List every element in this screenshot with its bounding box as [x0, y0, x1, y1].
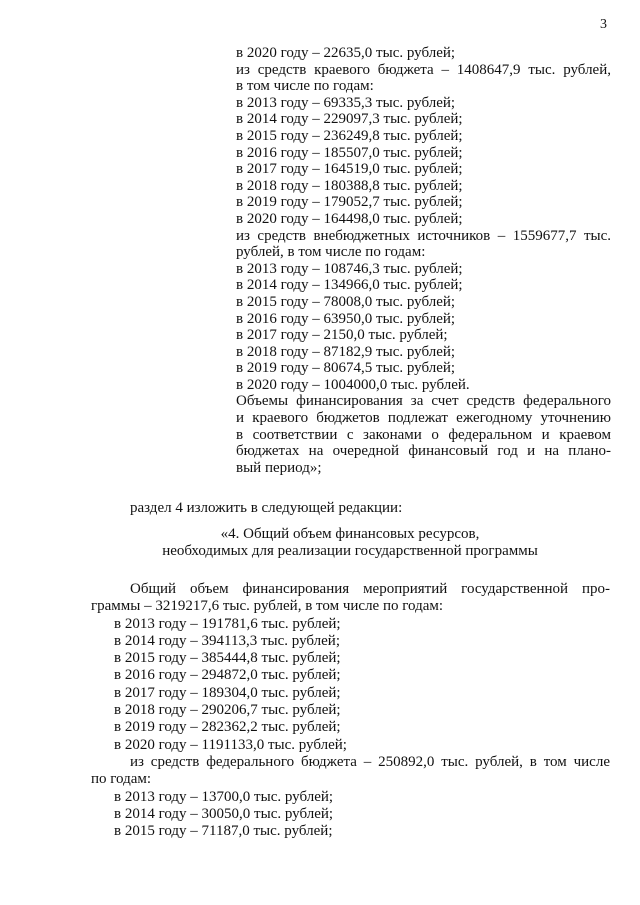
text-line: в 2014 году – 229097,3 тыс. рублей; [236, 111, 463, 128]
page-number: 3 [600, 17, 607, 32]
text-line: в соответствии с законами о федеральном и краевом [236, 426, 611, 443]
text-line: в 2019 году – 179052,7 тыс. рублей; [236, 194, 463, 211]
year-line: в 2017 году – 189304,0 тыс. рублей; [114, 684, 341, 701]
text-line: из средств внебюджетных источников – 1559677,7 тыс. [236, 227, 611, 244]
text-line: в 2020 году – 164498,0 тыс. рублей; [236, 210, 463, 227]
section-heading-line-2: необходимых для реализации государственной программы [162, 543, 538, 559]
year-line: в 2015 году – 71187,0 тыс. рублей; [114, 823, 333, 840]
text-line: и краевого бюджетов подлежат ежегодному уточнению [236, 410, 611, 427]
text-line: в 2017 году – 164519,0 тыс. рублей; [236, 161, 463, 178]
text-line: в 2016 году – 185507,0 тыс. рублей; [236, 144, 463, 161]
year-line: в 2018 году – 290206,7 тыс. рублей; [114, 702, 341, 719]
section-instruction: раздел 4 изложить в следующей редакции: [130, 500, 403, 516]
text-line: рублей, в том числе по годам: [236, 244, 426, 261]
text-line: в том числе по годам: [236, 78, 374, 95]
paragraph-line: Общий объем финансирования мероприятий государственной про- [130, 581, 610, 597]
text-line: в 2019 году – 80674,5 тыс. рублей; [236, 360, 456, 377]
text-line: в 2013 году – 108746,3 тыс. рублей; [236, 260, 463, 277]
paragraph-line: по годам: [91, 771, 152, 788]
upper-funding-column [236, 45, 611, 476]
text-line: в 2020 году – 1004000,0 тыс. рублей. [236, 376, 470, 393]
text-line: в 2013 году – 69335,3 тыс. рублей; [236, 94, 456, 111]
text-line: в 2018 году – 180388,8 тыс. рублей; [236, 177, 463, 194]
year-line: в 2020 году – 1191133,0 тыс. рублей; [114, 736, 347, 753]
year-line: в 2015 году – 385444,8 тыс. рублей; [114, 650, 341, 667]
paragraph-line: граммы – 3219217,6 тыс. рублей, в том числе по годам: [91, 598, 444, 615]
text-line: в 2014 году – 134966,0 тыс. рублей; [236, 277, 463, 294]
year-line: в 2019 году – 282362,2 тыс. рублей; [114, 719, 341, 736]
text-line: в 2017 году – 2150,0 тыс. рублей; [236, 327, 448, 344]
text-line: в 2018 году – 87182,9 тыс. рублей; [236, 343, 456, 360]
year-line: в 2013 году – 13700,0 тыс. рублей; [114, 788, 334, 805]
text-line: из средств краевого бюджета – 1408647,9 тыс. рублей, [236, 61, 611, 78]
text-line: в 2015 году – 236249,8 тыс. рублей; [236, 127, 463, 144]
text-line: вый период»; [236, 459, 322, 476]
year-line: в 2014 году – 394113,3 тыс. рублей; [114, 632, 340, 649]
year-line: в 2014 году – 30050,0 тыс. рублей; [114, 805, 334, 822]
text-line: в 2020 году – 22635,0 тыс. рублей; [236, 45, 456, 61]
section-heading-line-1: «4. Общий объем финансовых ресурсов, [220, 526, 480, 542]
year-line: в 2016 году – 294872,0 тыс. рублей; [114, 667, 341, 684]
text-line: Объемы финансирования за счет средств федерального [236, 393, 611, 410]
text-line: в 2016 году – 63950,0 тыс. рублей; [236, 310, 456, 327]
year-line: в 2013 году – 191781,6 тыс. рублей; [114, 615, 341, 632]
text-line: в 2015 году – 78008,0 тыс. рублей; [236, 293, 456, 310]
paragraph-line: из средств федерального бюджета – 250892,0 тыс. рублей, в том числе [130, 753, 610, 770]
total-funding-block [91, 581, 610, 840]
text-line: бюджетах на очередной финансовый год и на плано- [236, 443, 611, 460]
